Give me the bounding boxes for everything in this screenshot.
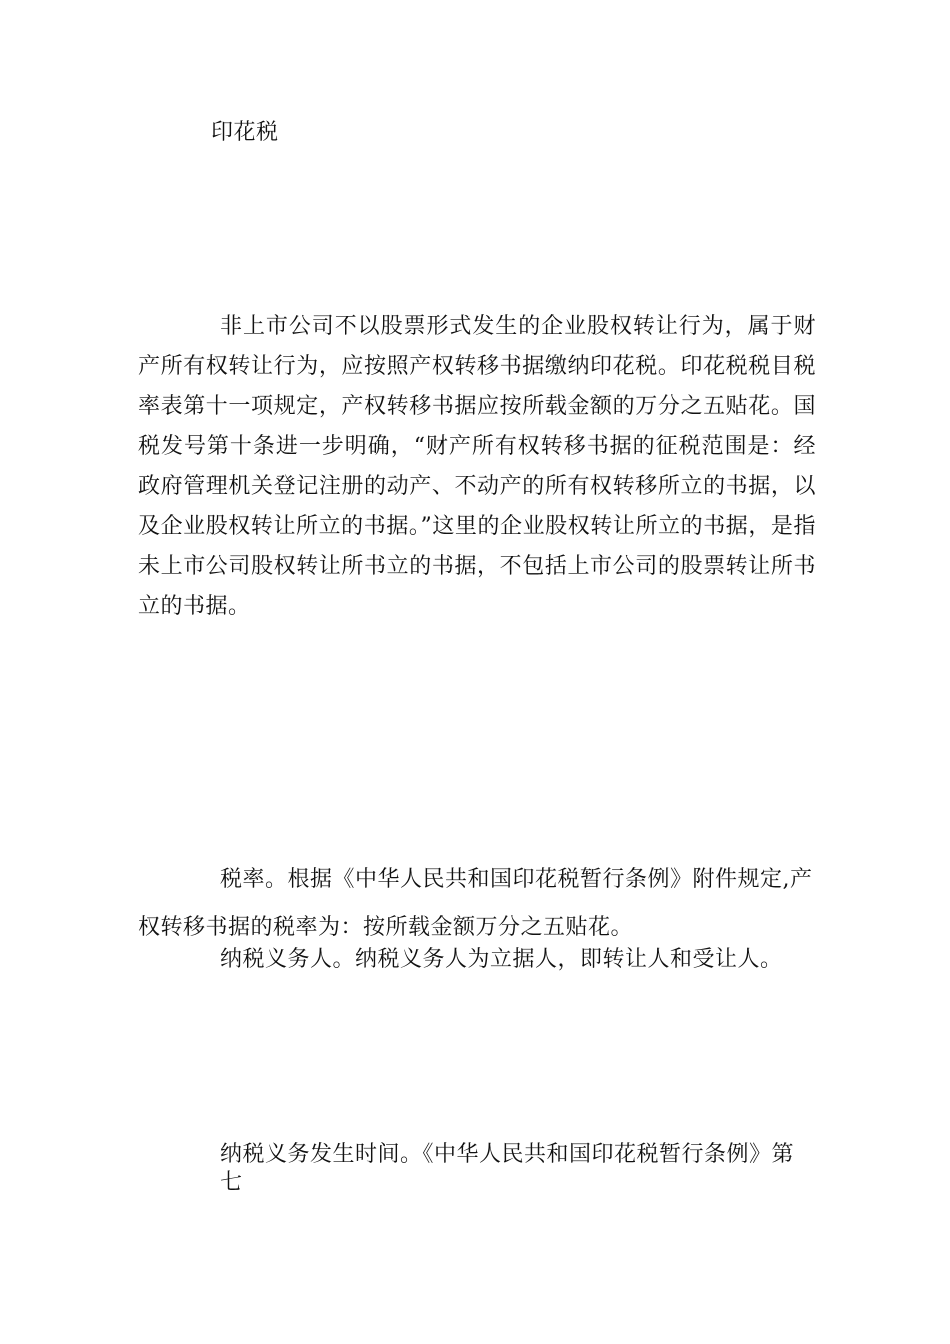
paragraph-tax-rate: 税率。根据《中华人民共和国印花税暂行条例》附件规定,产权转移书据的税率为：按所载金额万分之五贴花。 bbox=[138, 867, 813, 940]
paragraph-taxpayer: 纳税义务人。纳税义务人为立据人，即转让人和受让人。 bbox=[220, 947, 783, 972]
paragraph-obligation-time: 纳税义务发生时间。《中华人民共和国印花税暂行条例》第七 bbox=[220, 1142, 795, 1195]
paragraph-equity-transfer: 非上市公司不以股票形式发生的企业股权转让行为，属于财产所有权转让行为，应按照产权转移书据缴纳印花税。印花税税目税率表第十一项规定，产权转移书据应按所载金额的万分之五贴花。国税发号第十条进一步明确，“财产所有权转移书据的征税范围是：经政府管理机关登记注册的动产、不动产的所有权转移所立的书据，以及企业股权转让所立的书据。”这里的企业股权转让所立的书据，是指未上市公司股权转让所书立的书据，不包括上市公司的股票转让所书立的书据。 bbox=[138, 314, 816, 619]
document-heading: 印花税 bbox=[211, 120, 279, 145]
